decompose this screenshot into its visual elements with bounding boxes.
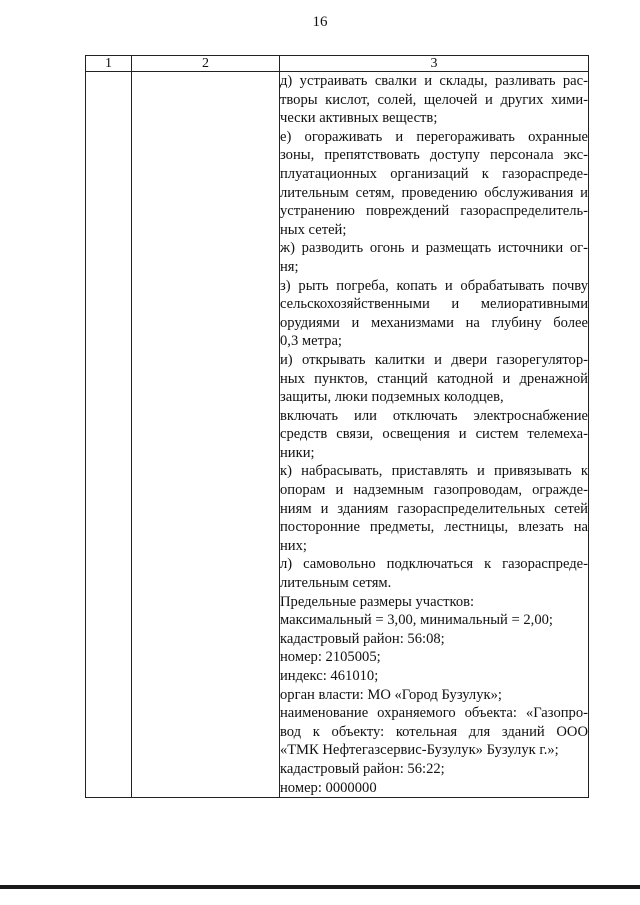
cell-column-2	[132, 72, 280, 798]
text-line: посторонние предметы, лестницы, влезать на	[280, 519, 588, 536]
column-header-2: 2	[132, 56, 280, 72]
text-line: к) набрасывать, приставлять и привязывать к	[280, 463, 588, 480]
text-line: орган власти: МО «Город Бузулук»;	[280, 686, 502, 703]
text-line: кадастровый район: 56:08;	[280, 630, 445, 647]
column-header-1: 1	[86, 56, 132, 72]
text-line: зоны, препятствовать доступу персонала экс-	[280, 147, 588, 164]
text-line: творы кислот, солей, щелочей и других хими-	[280, 91, 588, 108]
text-line: средств связи, освещения и систем телемеха-	[280, 426, 588, 443]
text-line: д) устраивать свалки и склады, разливать рас-	[280, 73, 588, 89]
text-line: чески активных веществ;	[280, 110, 438, 127]
text-line: включать или отключать электроснабжение	[280, 407, 588, 424]
text-line: лительным сетям, проведению обслуживания и	[280, 184, 588, 201]
text-line: ных пунктов, станций катодной и дренажной	[280, 370, 588, 387]
bottom-rule	[0, 885, 640, 889]
text-line: «ТМК Нефтегазсервис-Бузулук» Бузулук г.»;	[280, 742, 559, 759]
text-line: кадастровый район: 56:22;	[280, 760, 445, 777]
text-line: номер: 0000000	[280, 779, 377, 796]
text-line: Предельные размеры участков:	[280, 593, 475, 610]
text-line: индекс: 461010;	[280, 668, 379, 684]
text-line: максимальный = 3,00, минимальный = 2,00;	[280, 612, 553, 629]
text-line: устранению повреждений газораспределитель-	[280, 203, 588, 220]
text-line: ня;	[280, 258, 299, 275]
document-table	[85, 55, 589, 798]
text-line: номер: 2105005;	[280, 649, 381, 666]
table-row	[86, 72, 589, 798]
text-line: з) рыть погреба, копать и обрабатывать почву	[280, 277, 588, 294]
text-line: наименование охраняемого объекта: «Газопро-	[280, 705, 588, 722]
text-line: защиты, люки подземных колодцев,	[280, 389, 504, 406]
text-line: 0,3 метра;	[280, 333, 342, 350]
text-line: ж) разводить огонь и размещать источники ог-	[280, 240, 588, 257]
text-line: плуатационных организаций к газораспреде-	[280, 165, 588, 182]
text-line: л) самовольно подключаться к газораспреде-	[280, 556, 588, 573]
text-line: опорам и надземным газопроводам, огражде-	[280, 482, 588, 499]
text-line: вод к объекту: котельная для зданий ООО	[280, 723, 588, 740]
cell-column-1	[86, 72, 132, 798]
page-number: 16	[312, 14, 328, 30]
text-line: орудиями и механизмами на глубину более	[280, 314, 588, 331]
text-line: ных сетей;	[280, 221, 347, 238]
table-header-row	[86, 56, 589, 72]
text-line: лительным сетям.	[280, 575, 392, 592]
text-line: них;	[280, 537, 307, 554]
text-line: и) открывать калитки и двери газорегулятор-	[280, 351, 588, 368]
text-line: ники;	[280, 444, 315, 461]
text-lines	[280, 72, 588, 797]
cell-column-3	[280, 72, 589, 798]
column-header-3: 3	[280, 56, 589, 72]
text-line: ниям и зданиям газораспределительных сетей	[280, 500, 588, 517]
text-line: сельскохозяйственными и мелиоративными	[280, 296, 588, 313]
text-line: е) огораживать и перегораживать охранные	[280, 128, 588, 145]
